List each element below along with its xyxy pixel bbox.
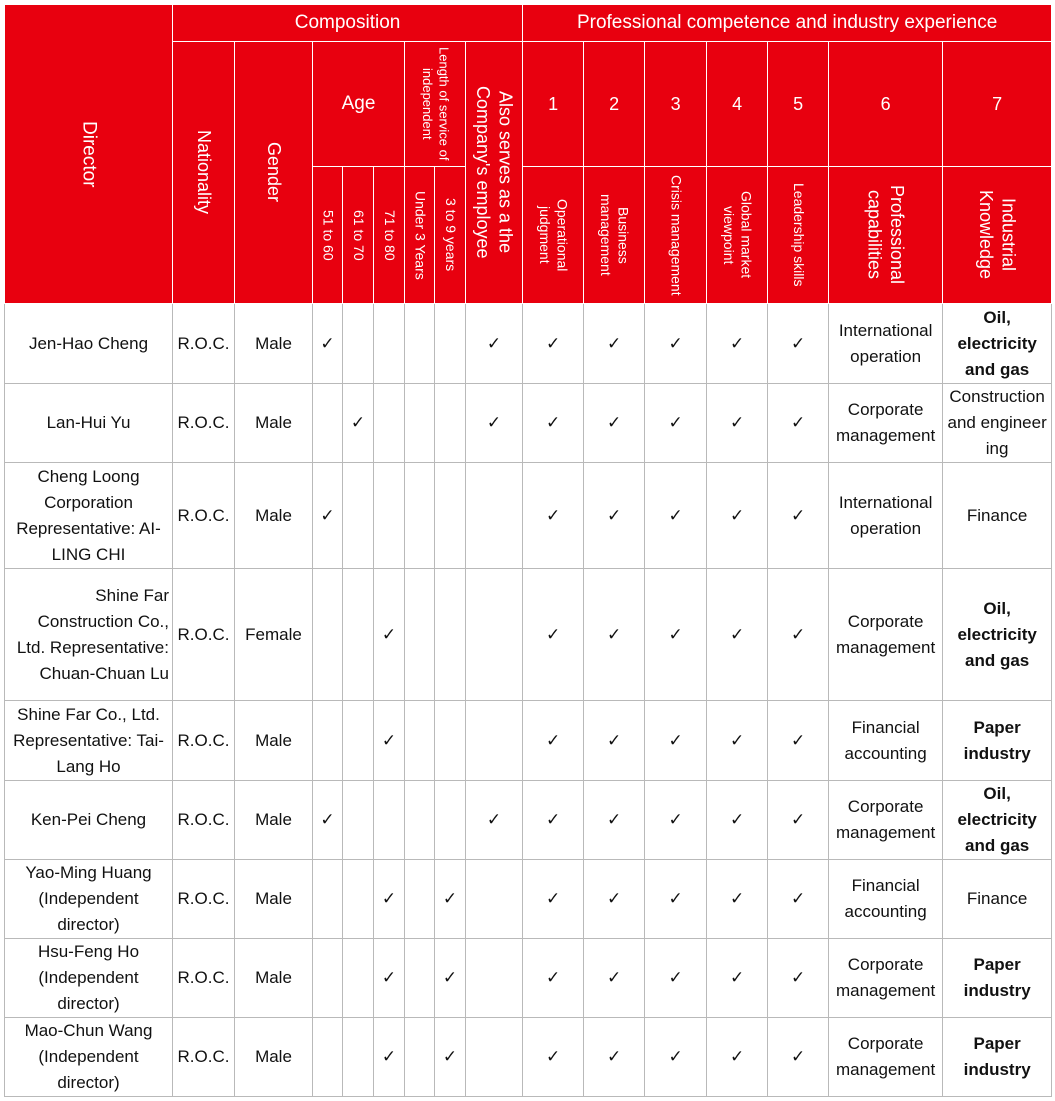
header-service-length: Length of service of independent: [405, 42, 466, 167]
industry-cell: Construction and engineering: [943, 384, 1052, 463]
header-num-5: 5: [768, 42, 829, 167]
table-row: [5, 384, 1052, 463]
director-name: Cheng Loong Corporation Representative: AI-LING CHI: [5, 463, 173, 569]
director-name: Jen-Hao Cheng: [5, 304, 173, 384]
header-num-1: 1: [523, 42, 584, 167]
service-under-3-cell: [405, 304, 435, 384]
crisis-management-cell: ✓: [645, 463, 707, 569]
header-service-under-3: Under 3 Years: [405, 167, 435, 304]
operational-judgment-cell: ✓: [523, 569, 584, 701]
header-composition: Composition: [173, 5, 523, 42]
nationality-cell: R.O.C.: [173, 860, 235, 939]
crisis-management-cell: ✓: [645, 701, 707, 781]
nationality-cell: R.O.C.: [173, 304, 235, 384]
age-51-60-cell: [313, 569, 343, 701]
business-management-cell: ✓: [584, 1018, 645, 1097]
global-market-viewpoint-cell: ✓: [707, 304, 768, 384]
age-71-80-cell: ✓: [374, 939, 405, 1018]
business-management-cell: ✓: [584, 463, 645, 569]
header-global-market-viewpoint: Global market viewpoint: [707, 167, 768, 304]
director-name: Shine Far Co., Ltd. Representative: Tai-Lang Ho: [5, 701, 173, 781]
nationality-cell: R.O.C.: [173, 1018, 235, 1097]
nationality-cell: R.O.C.: [173, 781, 235, 860]
age-51-60-cell: [313, 860, 343, 939]
header-num-4: 4: [707, 42, 768, 167]
operational-judgment-cell: ✓: [523, 781, 584, 860]
header-operational-judgment: Operational judgment: [523, 167, 584, 304]
employee-cell: [466, 463, 523, 569]
business-management-cell: ✓: [584, 860, 645, 939]
service-3-to-9-cell: ✓: [435, 860, 466, 939]
employee-cell: [466, 939, 523, 1018]
operational-judgment-cell: ✓: [523, 304, 584, 384]
age-61-70-cell: [343, 860, 374, 939]
leadership-skills-cell: ✓: [768, 701, 829, 781]
leadership-skills-cell: ✓: [768, 463, 829, 569]
gender-cell: Male: [235, 463, 313, 569]
age-51-60-cell: ✓: [313, 781, 343, 860]
age-61-70-cell: [343, 463, 374, 569]
leadership-skills-cell: ✓: [768, 1018, 829, 1097]
age-51-60-cell: [313, 384, 343, 463]
age-71-80-cell: ✓: [374, 860, 405, 939]
director-name: Ken-Pei Cheng: [5, 781, 173, 860]
service-under-3-cell: [405, 701, 435, 781]
service-under-3-cell: [405, 860, 435, 939]
gender-cell: Male: [235, 384, 313, 463]
table-row: [5, 939, 1052, 1018]
age-71-80-cell: [374, 384, 405, 463]
nationality-cell: R.O.C.: [173, 463, 235, 569]
header-director: Director: [5, 5, 173, 304]
service-under-3-cell: [405, 463, 435, 569]
header-num-6: 6: [829, 42, 943, 167]
global-market-viewpoint-cell: ✓: [707, 463, 768, 569]
gender-cell: Male: [235, 1018, 313, 1097]
age-51-60-cell: [313, 939, 343, 1018]
leadership-skills-cell: ✓: [768, 384, 829, 463]
header-age-71-80: 71 to 80: [374, 167, 405, 304]
service-under-3-cell: [405, 569, 435, 701]
crisis-management-cell: ✓: [645, 304, 707, 384]
age-61-70-cell: [343, 781, 374, 860]
crisis-management-cell: ✓: [645, 860, 707, 939]
header-professional-capabilities: Professional capabilities: [829, 167, 943, 304]
header-crisis-management: Crisis management: [645, 167, 707, 304]
gender-cell: Male: [235, 939, 313, 1018]
global-market-viewpoint-cell: ✓: [707, 701, 768, 781]
business-management-cell: ✓: [584, 304, 645, 384]
age-71-80-cell: ✓: [374, 569, 405, 701]
age-61-70-cell: [343, 701, 374, 781]
service-under-3-cell: [405, 781, 435, 860]
industry-cell: Paper industry: [943, 1018, 1052, 1097]
industry-cell: Paper industry: [943, 701, 1052, 781]
capability-cell: International operation: [829, 304, 943, 384]
industry-cell: Finance: [943, 463, 1052, 569]
nationality-cell: R.O.C.: [173, 701, 235, 781]
service-under-3-cell: [405, 1018, 435, 1097]
header-industrial-knowledge: Industrial Knowledge: [943, 167, 1052, 304]
service-3-to-9-cell: ✓: [435, 1018, 466, 1097]
global-market-viewpoint-cell: ✓: [707, 781, 768, 860]
capability-cell: Financial accounting: [829, 701, 943, 781]
table-row: [5, 1018, 1052, 1097]
service-under-3-cell: [405, 384, 435, 463]
header-business-management: Business management: [584, 167, 645, 304]
header-age-61-70: 61 to 70: [343, 167, 374, 304]
industry-cell: Oil, electricity and gas: [943, 569, 1052, 701]
leadership-skills-cell: ✓: [768, 304, 829, 384]
header-num-7: 7: [943, 42, 1052, 167]
gender-cell: Male: [235, 304, 313, 384]
service-3-to-9-cell: [435, 304, 466, 384]
business-management-cell: ✓: [584, 701, 645, 781]
crisis-management-cell: ✓: [645, 384, 707, 463]
leadership-skills-cell: ✓: [768, 569, 829, 701]
crisis-management-cell: ✓: [645, 1018, 707, 1097]
capability-cell: Financial accounting: [829, 860, 943, 939]
leadership-skills-cell: ✓: [768, 939, 829, 1018]
director-name: Yao-Ming Huang (Independent director): [5, 860, 173, 939]
table-row: [5, 701, 1052, 781]
leadership-skills-cell: ✓: [768, 781, 829, 860]
service-3-to-9-cell: [435, 701, 466, 781]
industry-cell: Paper industry: [943, 939, 1052, 1018]
gender-cell: Male: [235, 781, 313, 860]
global-market-viewpoint-cell: ✓: [707, 569, 768, 701]
global-market-viewpoint-cell: ✓: [707, 939, 768, 1018]
header-age-51-60: 51 to 60: [313, 167, 343, 304]
director-name: Mao-Chun Wang (Independent director): [5, 1018, 173, 1097]
header-age: Age: [313, 42, 405, 167]
capability-cell: International operation: [829, 463, 943, 569]
business-management-cell: ✓: [584, 384, 645, 463]
service-under-3-cell: [405, 939, 435, 1018]
table-row: [5, 463, 1052, 569]
capability-cell: Corporate management: [829, 384, 943, 463]
service-3-to-9-cell: [435, 569, 466, 701]
table-row: [5, 860, 1052, 939]
operational-judgment-cell: ✓: [523, 384, 584, 463]
age-61-70-cell: ✓: [343, 384, 374, 463]
employee-cell: [466, 860, 523, 939]
nationality-cell: R.O.C.: [173, 569, 235, 701]
header-num-2: 2: [584, 42, 645, 167]
gender-cell: Female: [235, 569, 313, 701]
operational-judgment-cell: ✓: [523, 701, 584, 781]
gender-cell: Male: [235, 860, 313, 939]
crisis-management-cell: ✓: [645, 781, 707, 860]
capability-cell: Corporate management: [829, 1018, 943, 1097]
nationality-cell: R.O.C.: [173, 384, 235, 463]
age-51-60-cell: [313, 701, 343, 781]
board-skills-matrix: [4, 4, 1052, 1097]
crisis-management-cell: ✓: [645, 939, 707, 1018]
capability-cell: Corporate management: [829, 781, 943, 860]
table-row: [5, 781, 1052, 860]
age-71-80-cell: ✓: [374, 1018, 405, 1097]
business-management-cell: ✓: [584, 569, 645, 701]
service-3-to-9-cell: ✓: [435, 939, 466, 1018]
gender-cell: Male: [235, 701, 313, 781]
age-71-80-cell: [374, 781, 405, 860]
director-name: Lan-Hui Yu: [5, 384, 173, 463]
operational-judgment-cell: ✓: [523, 939, 584, 1018]
age-51-60-cell: ✓: [313, 463, 343, 569]
age-61-70-cell: [343, 1018, 374, 1097]
director-name: Shine Far Construction Co., Ltd. Representative: Chuan-Chuan Lu: [5, 569, 173, 701]
table-row: [5, 304, 1052, 384]
director-name: Hsu-Feng Ho (Independent director): [5, 939, 173, 1018]
header-professional: Professional competence and industry experience: [523, 5, 1052, 42]
age-51-60-cell: ✓: [313, 304, 343, 384]
business-management-cell: ✓: [584, 939, 645, 1018]
industry-cell: Oil, electricity and gas: [943, 304, 1052, 384]
employee-cell: [466, 569, 523, 701]
age-71-80-cell: [374, 304, 405, 384]
age-61-70-cell: [343, 304, 374, 384]
age-61-70-cell: [343, 939, 374, 1018]
nationality-cell: R.O.C.: [173, 939, 235, 1018]
employee-cell: ✓: [466, 304, 523, 384]
header-leadership-skills: Leadership skills: [768, 167, 829, 304]
leadership-skills-cell: ✓: [768, 860, 829, 939]
operational-judgment-cell: ✓: [523, 463, 584, 569]
employee-cell: [466, 1018, 523, 1097]
header-nationality: Nationality: [173, 42, 235, 304]
capability-cell: Corporate management: [829, 569, 943, 701]
global-market-viewpoint-cell: ✓: [707, 384, 768, 463]
business-management-cell: ✓: [584, 781, 645, 860]
header-gender: Gender: [235, 42, 313, 304]
service-3-to-9-cell: [435, 384, 466, 463]
operational-judgment-cell: ✓: [523, 1018, 584, 1097]
employee-cell: ✓: [466, 781, 523, 860]
age-71-80-cell: ✓: [374, 701, 405, 781]
service-3-to-9-cell: [435, 781, 466, 860]
header-employee: Also serves as a the Company's employee: [466, 42, 523, 304]
crisis-management-cell: ✓: [645, 569, 707, 701]
employee-cell: ✓: [466, 384, 523, 463]
header-num-3: 3: [645, 42, 707, 167]
age-51-60-cell: [313, 1018, 343, 1097]
global-market-viewpoint-cell: ✓: [707, 860, 768, 939]
service-3-to-9-cell: [435, 463, 466, 569]
capability-cell: Corporate management: [829, 939, 943, 1018]
industry-cell: Oil, electricity and gas: [943, 781, 1052, 860]
header-service-3-to-9: 3 to 9 years: [435, 167, 466, 304]
global-market-viewpoint-cell: ✓: [707, 1018, 768, 1097]
industry-cell: Finance: [943, 860, 1052, 939]
age-61-70-cell: [343, 569, 374, 701]
age-71-80-cell: [374, 463, 405, 569]
operational-judgment-cell: ✓: [523, 860, 584, 939]
employee-cell: [466, 701, 523, 781]
table-row: [5, 569, 1052, 701]
